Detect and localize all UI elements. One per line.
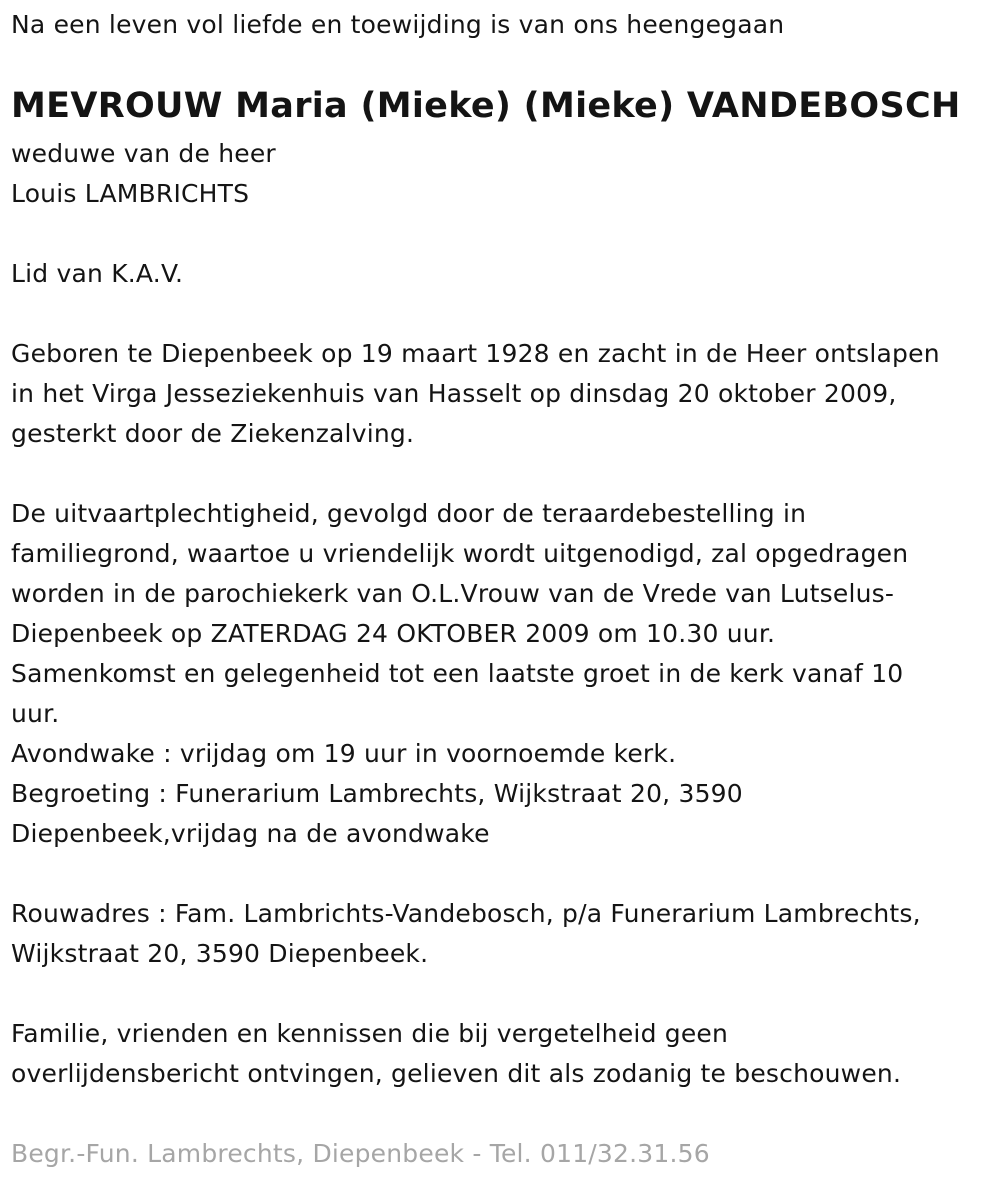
mourning-address-line: Rouwadres : Fam. Lambrichts-Vandebosch, p/a Funerarium Lambrechts, — [11, 899, 921, 928]
intro-text: Na een leven vol liefde en toewijding is van ons heengegaan — [11, 10, 785, 39]
funeral-line: Avondwake : vrijdag om 19 uur in voornoemde kerk. — [11, 739, 677, 768]
funeral-line: De uitvaartplechtigheid, gevolgd door de teraardebestelling in — [11, 499, 807, 528]
funeral-section — [11, 494, 908, 854]
notice-line: Familie, vrienden en kennissen die bij vergetelheid geen — [11, 1019, 729, 1048]
funeral-line: uur. — [11, 699, 60, 728]
birth-death-line: gesterkt door de Ziekenzalving. — [11, 419, 415, 448]
birth-death-section — [11, 334, 940, 454]
spouse-section — [11, 134, 276, 214]
spouse-line: Louis LAMBRICHTS — [11, 179, 250, 208]
mourning-address-section — [11, 894, 921, 974]
mourning-address-line: Wijkstraat 20, 3590 Diepenbeek. — [11, 939, 429, 968]
membership-section — [11, 254, 183, 294]
funeral-line: familiegrond, waartoe u vriendelijk wordt uitgenodigd, zal opgedragen — [11, 539, 909, 568]
spouse-line: weduwe van de heer — [11, 139, 276, 168]
birth-death-line: in het Virga Jesseziekenhuis van Hasselt op dinsdag 20 oktober 2009, — [11, 379, 897, 408]
notice-line: overlijdensbericht ontvingen, gelieven dit als zodanig te beschouwen. — [11, 1059, 902, 1088]
membership-text: Lid van K.A.V. — [11, 259, 184, 288]
funeral-line: Diepenbeek op ZATERDAG 24 OKTOBER 2009 om 10.30 uur. — [11, 619, 776, 648]
funeral-line: Begroeting : Funerarium Lambrechts, Wijkstraat 20, 3590 — [11, 779, 743, 808]
birth-death-line: Geboren te Diepenbeek op 19 maart 1928 en zacht in de Heer ontslapen — [11, 339, 940, 368]
funeral-line: worden in de parochiekerk van O.L.Vrouw van de Vrede van Lutselus- — [11, 579, 895, 608]
funeral-line: Diepenbeek,vrijdag na de avondwake — [11, 819, 490, 848]
deceased-name: MEVROUW Maria (Mieke) (Mieke) VANDEBOSCH — [11, 86, 961, 126]
funeral-home-footer: Begr.-Fun. Lambrechts, Diepenbeek - Tel. 011/32.31.56 — [11, 1139, 710, 1168]
notice-section — [11, 1014, 901, 1094]
funeral-line: Samenkomst en gelegenheid tot een laatste groet in de kerk vanaf 10 — [11, 659, 904, 688]
